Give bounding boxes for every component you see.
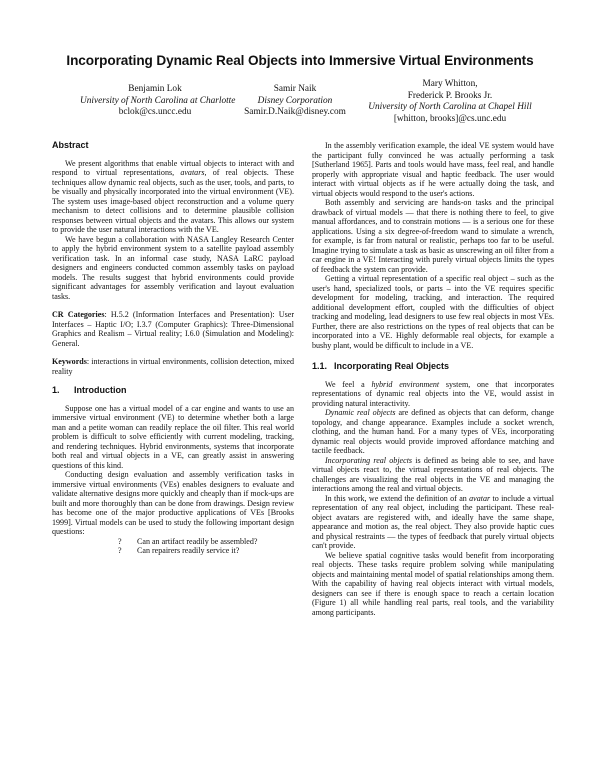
- intro-paragraph-1: Suppose one has a virtual model of a car engine and wants to use an immersive virtual environment (VE) to determine whether both a large man and a petite woman can readily replace the oil filter. This real world problem is difficult to solve efficiently with current modeling, tracking, and rendering techniques. Hybrid environments, systems that incorporate both real and virtual objects in a VE, can greatly assist in answering questions of this kind.: [52, 403, 294, 470]
- author-email: [whitton, brooks]@cs.unc.edu: [393, 113, 507, 124]
- author-block-naik: [230, 84, 360, 119]
- author-block-lok: [80, 84, 236, 119]
- author-name: Samir Naik: [273, 84, 317, 94]
- paper-title: Incorporating Dynamic Real Objects into Immersive Virtual Environments: [66, 53, 534, 68]
- body-paragraph: We feel a hybrid environment system, one that incorporates representations of dynamic real objects into the VE, would assist in providing natural interactivity.: [312, 379, 554, 408]
- author-email: bclok@cs.uncc.edu: [118, 107, 192, 118]
- body-paragraph: We believe spatial cognitive tasks would benefit from incorporating real objects. These tasks require problem solving while manipulating objects and maintaining mental model of spatial relationships among them. With the capability of having real objects interact with virtual models, designers can see if there is enough space to reach a certain location (Figure 1) all while handling real parts, real tools, and the variability among participants.: [312, 550, 554, 617]
- abstract-heading: Abstract: [52, 140, 89, 150]
- abstract-paragraph-1: We present algorithms that enable virtual objects to interact with and respond to virtual representations, avatars, of real objects. These techniques allow dynamic real objects, such as the user, tools, and parts, to be visually and physically incorporated into the virtual environment (VE). The system uses image-based object reconstruction and a volume query mechanism to detect collisions and to determine plausible collision responses between virtual objects and the avatars. This allows our system to provide the user natural interactions with the VE.: [52, 158, 294, 234]
- list-item: ? Can an artifact readily be assembled?: [118, 536, 258, 546]
- body-paragraph: Dynamic real objects are defined as objects that can deform, change topology, and change appearance. Examples include a socket wrench, clothing, and the human hand. For a many types of VEs, incorporating dynamic real objects would provide improved affordance matching and tactile feedback.: [312, 408, 555, 455]
- body-paragraph: Incorporating real objects is defined as being able to see, and have virtual objects react to, the virtual representations of real objects. The challenges are visualizing the real objects in the VE and managing the interactions among the real and virtual objects.: [312, 455, 554, 493]
- keywords: Keywords: interactions in virtual environments, collision detection, mixed reality: [52, 357, 294, 376]
- cr-categories: CR Categories: H.5.2 (Information Interfaces and Presentation): User Interfaces – Haptic I/O; I.3.7 (Computer Graphics): Three-Dimensional Graphics and Realism – Virtual reality; I.6.0 (Simulation and Modeling): General.: [52, 310, 294, 348]
- left-column: [52, 137, 294, 556]
- author-affiliation: University of North Carolina at Charlotte: [80, 95, 236, 106]
- author-block-whitton-brooks: [365, 79, 535, 125]
- body-paragraph: In this work, we extend the definition of an avatar to include a virtual representation of any real object, including the participant. These real-object avatars are registered with, and ideally have the same shape, appearance and motion as, the real object. They also provide haptic cues and physical restraints — the types of feedback that purely virtual objects can't provide.: [312, 493, 554, 550]
- author-name-2: Frederick P. Brooks Jr.: [407, 90, 493, 101]
- right-column: [312, 141, 554, 617]
- body-paragraph: Getting a virtual representation of a specific real object – such as the user's hand, specialized tools, or parts – into the VE requires specific development for modeling, tracking, and interaction. The required additional development effort, coupled with the difficulties of object tracking and modeling, lead designers to use few real objects in most VEs. Further, there are also restrictions on the types of real objects that can be incorporated into a VE. Highly deformable real objects, for example a bushy plant, would be difficult to include in a VE.: [312, 274, 554, 350]
- intro-paragraph-2: Conducting design evaluation and assembly verification tasks in immersive virtual environments (VEs) enables designers to evaluate and validate alternative designs more quickly and cheaply than if mock-ups are built and more thoroughly than can be done from drawings. Design review has become one of the major productive applications of VEs [Brooks 1999]. Virtual models can be used to study the following important design questions:: [52, 470, 294, 536]
- author-name: Benjamin Lok: [128, 84, 182, 94]
- section-1-heading: 1. Introduction: [52, 385, 127, 395]
- section-1-1-heading: 1.1. Incorporating Real Objects: [312, 361, 450, 371]
- abstract-paragraph-2: We have begun a collaboration with NASA Langley Research Center to apply the hybrid environment system to a satellite payload assembly verification task. In an informal case study, NASA LaRC payload designers and engineers conducted common assembly tasks on payload models. The results suggest that hybrid environments could provide significant advantages for assembly verification and layout evaluation tasks.: [52, 234, 294, 301]
- author-affiliation: University of North Carolina at Chapel Hill: [368, 102, 532, 113]
- author-email: Samir.D.Naik@disney.com: [244, 107, 346, 118]
- body-paragraph: In the assembly verification example, the ideal VE system would have the participant fully convinced he was actually performing a task [Sutherland 1965]. Parts and tools would have mass, feel real, and handle properly with appropriate visual and haptic feedback. The user would interact with virtual objects as if he were actually doing the task, and virtual objects would respond to the user's actions.: [312, 141, 554, 198]
- design-questions-list: [52, 537, 294, 556]
- author-name: Mary Whitton,: [422, 79, 478, 89]
- body-paragraph: Both assembly and servicing are hands-on tasks and the principal drawback of virtual models — that there is nothing there to feel, to give manual affordances, and to constrain motions — is a serious one for these applications. Using a six degree-of-freedom wand to simulate a wrench, for example, is far from natural or realistic, perhaps too far to be useful. Imagine trying to simulate a task as basic as unscrewing an oil filter from a car engine in a VE! Interacting with purely virtual objects limits the types of feedback the system can provide.: [312, 198, 554, 274]
- author-affiliation: Disney Corporation: [257, 95, 333, 106]
- list-item: ? Can repairers readily service it?: [118, 546, 240, 555]
